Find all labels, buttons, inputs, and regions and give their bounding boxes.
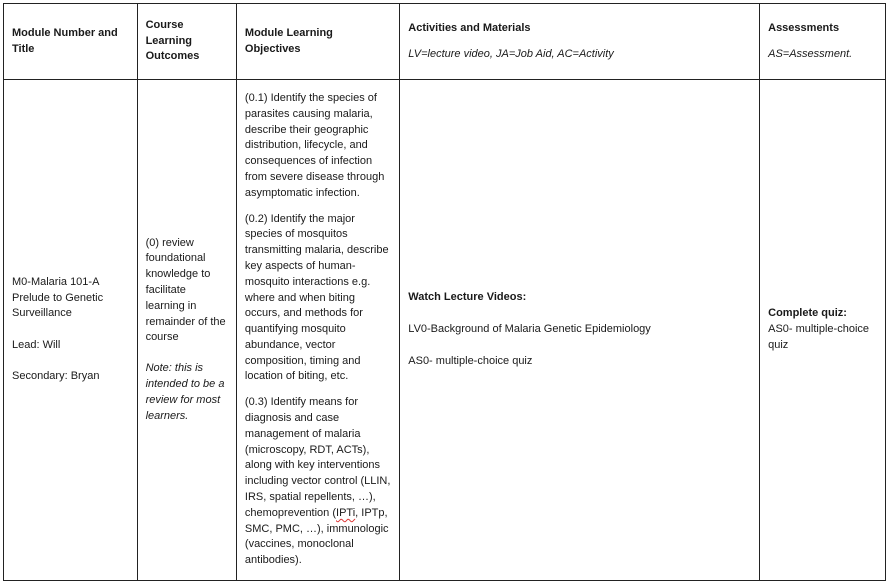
cell-outcomes: [137, 80, 236, 581]
spellcheck-flag: IPTi: [336, 506, 356, 519]
header-assessments-label: Assessments: [768, 21, 840, 34]
cell-activities: [400, 80, 760, 581]
objective-0-3: [245, 395, 391, 569]
curriculum-table: [3, 3, 886, 581]
objective-0-3-part-a: (0.3) Identify means for diagnosis and case management of malaria (microscopy, RDT, ACTs), along with key interventions including vector control (LLIN, IRS, spatial repellents, …), chemoprevention (: [244, 396, 391, 519]
table-row: [4, 80, 886, 581]
cell-objectives: [236, 80, 399, 581]
outcome-text: (0) review foundational knowledge to facilitate learning in remainder of the course: [145, 236, 226, 344]
assessments-title: Complete quiz:: [768, 307, 847, 320]
header-module-label: Module Number and Title: [12, 26, 118, 55]
module-lead: Lead: Will: [12, 338, 61, 351]
header-assessments: [760, 4, 886, 80]
assessment-as0: AS0- multiple-choice quiz: [768, 323, 869, 351]
header-outcomes-label: Course Learning Outcomes: [145, 18, 200, 63]
activity-as0: AS0- multiple-choice quiz: [408, 354, 533, 367]
activities-title: Watch Lecture Videos:: [408, 291, 527, 304]
cell-module: [4, 80, 138, 581]
header-assessments-key: AS=Assessment.: [768, 47, 853, 60]
module-secondary: Secondary: Bryan: [12, 370, 100, 383]
header-module: [4, 4, 138, 80]
header-objectives: [236, 4, 399, 80]
cell-assessments: [760, 80, 886, 581]
header-activities: [400, 4, 760, 80]
header-activities-label: Activities and Materials: [408, 21, 531, 34]
outcome-note: Note: this is intended to be a review for most learners.: [145, 362, 225, 422]
header-objectives-label: Module Learning Objectives: [244, 26, 333, 55]
objective-0-3-part-b: , IPTp, SMC, PMC, …), immunologic (vaccines, monoclonal antibodies).: [244, 506, 389, 567]
header-row: [4, 4, 886, 80]
activity-lv0: LV0-Background of Malaria Genetic Epidemiology: [408, 323, 651, 336]
objective-0-2: (0.2) Identify the major species of mosquitos transmitting malaria, describe key aspects of human-mosquito interactions e.g. where and when biting occurs, and methods for quantifying mosquito abundance, vector composition, timing and location of biting, etc.: [244, 212, 389, 383]
objective-0-1: (0.1) Identify the species of parasites causing malaria, describe their geographic distribution, lifecycle, and consequences of infection from severe disease through asymptomatic infection.: [244, 91, 385, 199]
header-outcomes: [137, 4, 236, 80]
module-title: M0-Malaria 101-A Prelude to Genetic Surveillance: [12, 275, 104, 320]
header-activities-key: LV=lecture video, JA=Job Aid, AC=Activity: [408, 47, 614, 60]
